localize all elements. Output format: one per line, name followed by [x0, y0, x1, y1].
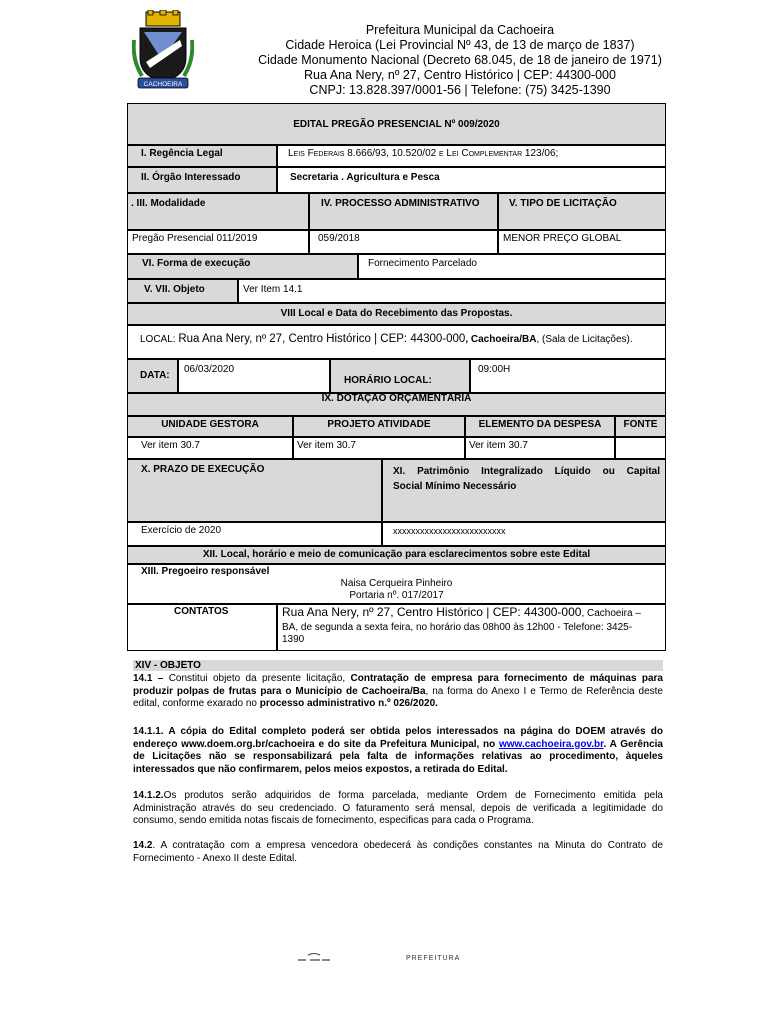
p1-intro: Constitui objeto da presente licitação, — [163, 673, 351, 684]
processo-label: IV. PROCESSO ADMINISTRATIVO — [321, 198, 480, 209]
p1-process: processo administrativo n.º 026/2020. — [259, 698, 438, 709]
p3-number: 14.1.2. — [133, 790, 164, 801]
paragraph-14-2 — [133, 840, 663, 865]
p3-text: Os produtos serão adquiridos de forma parcelada, mediante Ordem de Fornecimento emitida pela Administração através do seu credenciado. O faturamento será mensal, depois de verificada a legitimidade do consumo, sendo emitida notas fiscais de fornecimento, especificas para cada o Programa. — [133, 790, 663, 826]
forma-label: VI. Forma de execução — [142, 258, 251, 269]
footer-seal-fragment — [296, 952, 332, 962]
p4-number: 14.2 — [133, 840, 153, 851]
p4-text: . A contratação com a empresa vencedora obedecerá às condições constantes na Minuta do Contrato de Fornecimento - Anexo II deste Edital. — [133, 840, 663, 864]
patrimonio-value: xxxxxxxxxxxxxxxxxxxxxxxxx — [393, 526, 506, 536]
modalidade-value: Pregão Presencial 011/2019 — [132, 233, 258, 244]
section-bar — [133, 660, 663, 671]
objeto-value: Ver Item 14.1 — [243, 284, 303, 295]
horario-label: HORÁRIO LOCAL: — [344, 375, 432, 386]
patrimonio-label — [393, 464, 660, 494]
local-city: , Cachoeira/BA — [465, 334, 537, 345]
modalidade-label: . III. Modalidade — [131, 198, 206, 209]
local-address: Rua Ana Nery, nº 27, Centro Histórico | CEP: 44300-000 — [178, 333, 466, 345]
orgao-value: Secretaria . Agricultura e Pesca — [290, 172, 440, 183]
header-monument-city: Cidade Monumento Nacional (Decreto 68.045, de 18 de janeiro de 1971) — [258, 53, 662, 67]
paragraph-14-1 — [133, 673, 663, 711]
tipo-value: MENOR PREÇO GLOBAL — [503, 233, 622, 244]
processo-value: 059/2018 — [318, 233, 360, 244]
p1-form: , na forma do Anexo I e Termo de Referência deste edital, conforme exarado no — [133, 685, 663, 709]
elemento-label: ELEMENTO DA DESPESA — [478, 419, 602, 430]
pregoeiro-portaria: Portaria nº. 017/2017 — [349, 590, 444, 601]
regencia-value: Leis Federais 8.666/93, 10.520/02 e Lei Complementar 123/06; — [288, 148, 559, 159]
header-municipality: Prefeitura Municipal da Cachoeira — [365, 23, 555, 37]
header-cnpj-phone: CNPJ: 13.828.397/0001-56 | Telefone: (75) 3425-1390 — [309, 83, 611, 97]
regencia-label: I. Regência Legal — [141, 148, 223, 159]
contatos-line3: 1390 — [282, 634, 305, 645]
section-title: XIV - OBJETO — [135, 660, 201, 671]
local-line — [140, 333, 633, 346]
contatos-line1 — [282, 606, 641, 620]
orgao-label: II. Órgão Interessado — [141, 172, 241, 183]
prazo-label: X. PRAZO DE EXECUÇÃO — [141, 464, 265, 475]
paragraph-14-1-1 — [133, 726, 663, 776]
tipo-label: V. TIPO DE LICITAÇÃO — [509, 198, 617, 209]
data-label: DATA: — [140, 370, 170, 381]
contatos-line2: BA, de segunda a sexta feira, no horário das 08h00 às 12h00 - Telefone: 3425- — [282, 622, 633, 633]
p1-number: 14.1 – — [133, 673, 164, 684]
patrimonio-label-line1: XI. Patrimônio Integralizado Líquido ou Capital — [393, 466, 660, 477]
municipal-crest-logo — [132, 10, 194, 92]
p2-text-b: . A Gerência de Licitações não se responsabilizará pela falta de informações relativas ao procedimento, àqueles interessados que não confirmarem, pelos meios expostos, a retirada do Edital. — [133, 738, 663, 775]
data-value: 06/03/2020 — [184, 364, 235, 375]
p1-object: Contratação de empresa para fornecimento de máquinas para produzir polpas de frutas para o Município de Cachoeira/Ba — [133, 673, 663, 697]
header-heroic-city: Cidade Heroica (Lei Provincial Nº 43, de 13 de março de 1837) — [285, 38, 635, 52]
objeto-label: V. VII. Objeto — [144, 284, 205, 295]
horario-value: 09:00H — [478, 364, 511, 375]
website-link[interactable]: www.cachoeira.gov.br — [499, 738, 604, 750]
unidade-label: UNIDADE GESTORA — [161, 419, 259, 430]
paragraph-14-1-2 — [133, 790, 663, 828]
local-room: , (Sala de Licitações). — [536, 334, 633, 345]
comunicacao-title: XII. Local, horário e meio de comunicação para esclarecimentos sobre este Edital — [202, 549, 591, 560]
local-prefix: LOCAL: — [140, 334, 179, 345]
contatos-address: Rua Ana Nery, nº 27, Centro Histórico | CEP: 44300-000 — [282, 605, 582, 619]
prazo-value: Exercício de 2020 — [141, 525, 222, 536]
contatos-city: , Cachoeira – — [581, 608, 641, 619]
local-data-title: VIII Local e Data do Recebimento das Propostas. — [280, 308, 513, 319]
header-address: Rua Ana Nery, nº 27, Centro Histórico | CEP: 44300-000 — [304, 68, 616, 82]
projeto-label: PROJETO ATIVIDADE — [327, 419, 431, 430]
pregoeiro-label: XIII. Pregoeiro responsável — [141, 566, 270, 577]
p2-text-a: 14.1.1. A cópia do Edital completo poderá ser obtida pelos interessados na página do DOEM através do endereço www.doem.org.br/cachoeira e do site da Prefeitura Municipal, no — [133, 726, 663, 750]
contatos-label: CONTATOS — [174, 606, 229, 617]
fonte-value-cell — [615, 437, 666, 459]
elemento-value: Ver item 30.7 — [469, 440, 528, 451]
forma-value: Fornecimento Parcelado — [368, 258, 477, 269]
footer-mark: PREFEITURA — [406, 955, 461, 962]
pregoeiro-name: Naisa Cerqueira Pinheiro — [340, 578, 453, 589]
projeto-value: Ver item 30.7 — [297, 440, 356, 451]
unidade-value: Ver item 30.7 — [141, 440, 200, 451]
crest-ribbon-text: CACHOEIRA — [143, 81, 183, 88]
fonte-label: FONTE — [623, 419, 658, 430]
edital-title: EDITAL PREGÃO PRESENCIAL Nº 009/2020 — [293, 119, 500, 130]
patrimonio-label-line2: Social Mínimo Necessário — [393, 481, 517, 492]
dotacao-title: IX. DOTAÇÃO ORÇAMENTÁRIA — [321, 393, 472, 404]
